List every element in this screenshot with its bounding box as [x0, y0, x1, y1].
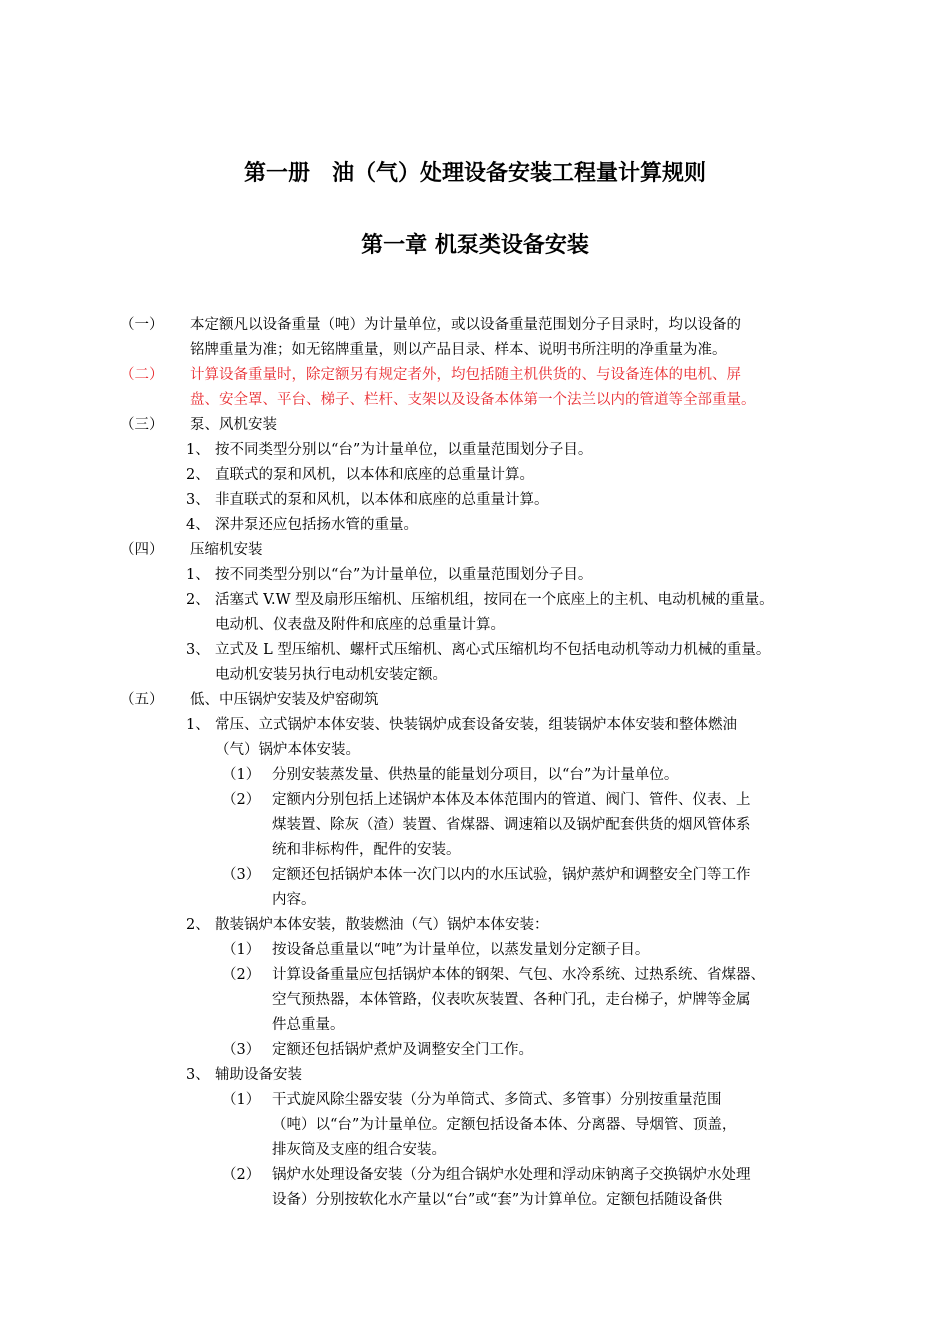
s5-2-sub-2-num: （2） [222, 967, 261, 983]
s5-1-sub-3-line-2: 内容。 [272, 892, 316, 908]
s5-item-1-line-1: 常压、立式锅炉本体安装、快装锅炉成套设备安装，组装锅炉本体安装和整体燃油 [215, 717, 737, 733]
s3-item-3-num: 3、 [186, 492, 210, 508]
s4-item-3-line-1: 立式及 L 型压缩机、螺杆式压缩机、离心式压缩机均不包括电动机等动力机械的重量。 [215, 642, 771, 658]
s3-item-1-num: 1、 [186, 442, 210, 458]
s3-item-1-text: 按不同类型分别以“台”为计量单位，以重量范围划分子目。 [215, 442, 593, 458]
s5-3-sub-1-line-3: 排灰筒及支座的组合安装。 [272, 1142, 446, 1158]
chapter-title: 第一章 机泵类设备安装 [361, 233, 589, 258]
s5-2-sub-1-line-1: 按设备总重量以“吨”为计量单位，以蒸发量划分定额子目。 [272, 942, 650, 958]
s3-item-2-num: 2、 [186, 467, 210, 483]
section-2-line-1: 计算设备重量时，除定额另有规定者外，均包括随主机供货的、与设备连体的电机、屏 [190, 367, 741, 383]
s5-1-sub-2-line-2: 煤装置、除灰（渣）装置、省煤器、调速箱以及锅炉配套供货的烟风管体系 [272, 817, 751, 833]
s5-1-sub-2-line-1: 定额内分别包括上述锅炉本体及本体范围内的管道、阀门、管件、仪表、上 [272, 792, 751, 808]
s5-item-3-num: 3、 [186, 1067, 210, 1083]
s3-item-2-text: 直联式的泵和风机，以本体和底座的总重量计算。 [215, 467, 534, 483]
section-5-title: 低、中压锅炉安装及炉窑砌筑 [190, 692, 379, 708]
s5-3-sub-2-num: （2） [222, 1167, 261, 1183]
section-2-line-2: 盘、安全罩、平台、梯子、栏杆、支架以及设备本体第一个法兰以内的管道等全部重量。 [190, 392, 756, 408]
s5-2-sub-3-num: （3） [222, 1042, 261, 1058]
s5-item-2-line-1: 散装锅炉本体安装，散装燃油（气）锅炉本体安装： [215, 917, 549, 933]
s4-item-1-text: 按不同类型分别以“台”为计量单位，以重量范围划分子目。 [215, 567, 593, 583]
s5-2-sub-2-line-3: 件总重量。 [272, 1017, 345, 1033]
section-number-1: （一） [120, 317, 164, 333]
s5-2-sub-3-line-1: 定额还包括锅炉煮炉及调整安全门工作。 [272, 1042, 533, 1058]
s4-item-3-num: 3、 [186, 642, 210, 658]
s5-1-sub-2-line-3: 统和非标构件，配件的安装。 [272, 842, 461, 858]
s5-3-sub-1-line-1: 干式旋风除尘器安装（分为单筒式、多筒式、多管事）分别按重量范围 [272, 1092, 722, 1108]
s5-item-3-line-1: 辅助设备安装 [215, 1067, 302, 1083]
s5-item-1-num: 1、 [186, 717, 210, 733]
s5-3-sub-1-num: （1） [222, 1092, 261, 1108]
s4-item-1-num: 1、 [186, 567, 210, 583]
section-4-title: 压缩机安装 [190, 542, 263, 558]
s5-2-sub-2-line-2: 空气预热器，本体管路，仪表吹灰装置、各种门孔，走台梯子，炉牌等金属 [272, 992, 751, 1008]
section-3-title: 泵、风机安装 [190, 417, 277, 433]
s5-3-sub-2-line-2: 设备）分别按软化水产量以“台”或“套”为计算单位。定额包括随设备供 [272, 1192, 723, 1208]
s5-item-2-num: 2、 [186, 917, 210, 933]
s5-1-sub-3-num: （3） [222, 867, 261, 883]
s5-1-sub-1-line-1: 分别安装蒸发量、供热量的能量划分项目，以“台”为计量单位。 [272, 767, 679, 783]
s5-2-sub-1-num: （1） [222, 942, 261, 958]
book-title: 第一册 油（气）处理设备安装工程量计算规则 [243, 161, 706, 186]
s5-2-sub-2-line-1: 计算设备重量应包括锅炉本体的钢架、气包、水冷系统、过热系统、省煤器、 [272, 967, 765, 983]
s5-1-sub-3-line-1: 定额还包括锅炉本体一次门以内的水压试验，锅炉蒸炉和调整安全门等工作 [272, 867, 751, 883]
s5-item-1-line-2: （气）锅炉本体安装。 [215, 742, 360, 758]
section-1-line-2: 铭牌重量为准；如无铭牌重量，则以产品目录、样本、说明书所注明的净重量为准。 [190, 342, 727, 358]
section-1-line-1: 本定额凡以设备重量（吨）为计量单位，或以设备重量范围划分子目录时，均以设备的 [190, 317, 741, 333]
s5-3-sub-1-line-2: （吨）以“台”为计量单位。定额包括设备本体、分离器、导烟管、顶盖， [272, 1117, 737, 1133]
s3-item-4-text: 深井泵还应包括扬水管的重量。 [215, 517, 418, 533]
section-number-2: （二） [120, 367, 164, 383]
section-number-5: （五） [120, 692, 164, 708]
s4-item-2-line-1: 活塞式 V.W 型及扇形压缩机、压缩机组，按同在一个底座上的主机、电动机械的重量。 [215, 592, 774, 608]
s3-item-3-text: 非直联式的泵和风机，以本体和底座的总重量计算。 [215, 492, 549, 508]
section-number-4: （四） [120, 542, 164, 558]
s4-item-2-line-2: 电动机、仪表盘及附件和底座的总重量计算。 [215, 617, 505, 633]
s5-1-sub-2-num: （2） [222, 792, 261, 808]
s5-1-sub-1-num: （1） [222, 767, 261, 783]
section-number-3: （三） [120, 417, 164, 433]
s3-item-4-num: 4、 [186, 517, 210, 533]
s4-item-2-num: 2、 [186, 592, 210, 608]
s5-3-sub-2-line-1: 锅炉水处理设备安装（分为组合锅炉水处理和浮动床钠离子交换锅炉水处理 [272, 1167, 751, 1183]
s4-item-3-line-2: 电动机安装另执行电动机安装定额。 [215, 667, 447, 683]
